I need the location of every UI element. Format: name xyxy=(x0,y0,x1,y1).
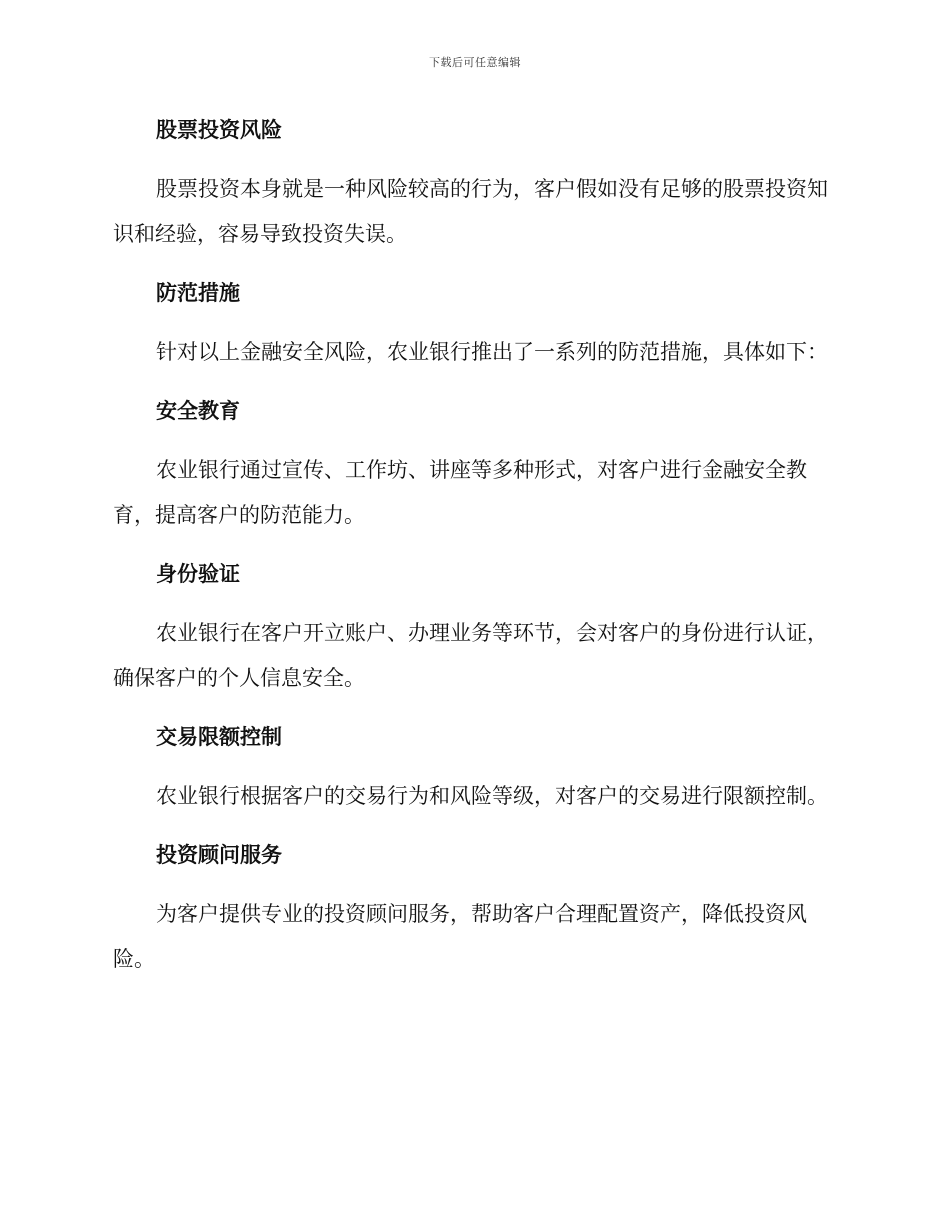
section-paragraph: 农业银行在客户开立账户、办理业务等环节，会对客户的身份进行认证，确保客户的个人信息安全。 xyxy=(113,621,828,690)
section-heading: 防范措施 xyxy=(156,281,240,305)
section-paragraph: 为客户提供专业的投资顾问服务，帮助客户合理配置资产，降低投资风险。 xyxy=(113,902,807,971)
section-heading: 投资顾问服务 xyxy=(156,843,282,867)
section-heading: 安全教育 xyxy=(156,399,240,423)
document-body xyxy=(113,108,833,996)
section-paragraph: 农业银行根据客户的交易行为和风险等级，对客户的交易进行限额控制。 xyxy=(156,784,828,808)
section-paragraph: 股票投资本身就是一种风险较高的行为，客户假如没有足够的股票投资知识和经验，容易导致投资失误。 xyxy=(113,177,828,246)
section-paragraph: 针对以上金融安全风险，农业银行推出了一系列的防范措施，具体如下： xyxy=(156,340,828,364)
section-heading: 股票投资风险 xyxy=(156,118,282,142)
section-paragraph: 农业银行通过宣传、工作坊、讲座等多种形式，对客户进行金融安全教育，提高客户的防范能力。 xyxy=(113,458,807,527)
section-heading: 身份验证 xyxy=(156,562,240,586)
page-header: 下载后可任意编辑 xyxy=(429,56,521,69)
section-heading: 交易限额控制 xyxy=(156,725,282,749)
